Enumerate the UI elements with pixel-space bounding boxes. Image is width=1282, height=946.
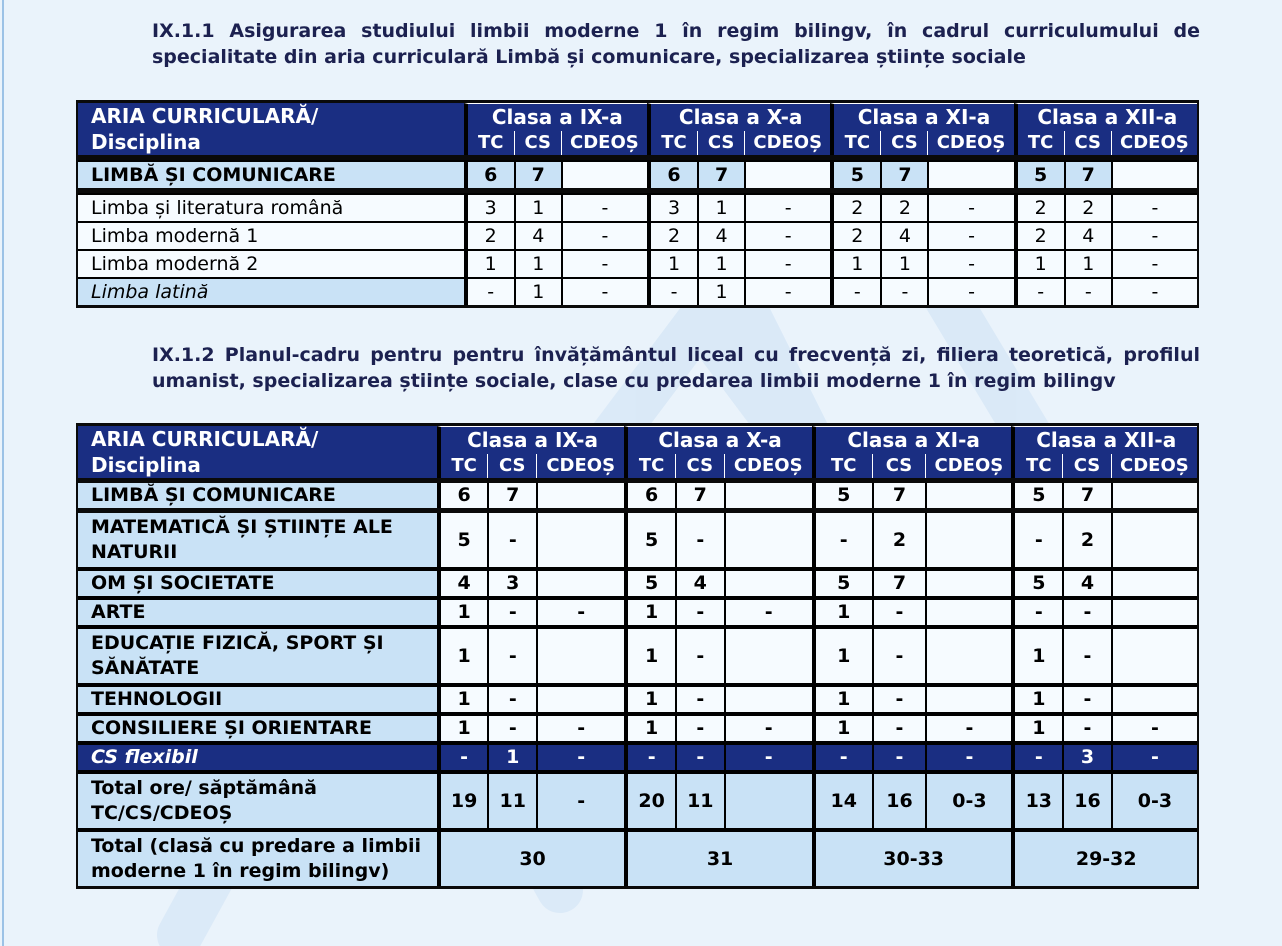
value-cell: 1: [697, 193, 744, 221]
value-cell: 7: [880, 160, 927, 188]
total-value: 29-32: [1011, 828, 1197, 886]
value-cell: -: [675, 513, 724, 567]
row-label: Limba modernă 2: [78, 249, 464, 277]
value-cell: [724, 567, 812, 596]
total-value: 30-33: [812, 828, 1012, 886]
value-cell: 14: [812, 770, 872, 828]
value-cell: -: [724, 596, 812, 625]
value-cell: -: [1111, 221, 1197, 249]
value-cell: 5: [812, 567, 872, 596]
value-cell: -: [675, 712, 724, 741]
row-label: [78, 513, 437, 567]
value-cell: -: [880, 277, 927, 305]
value-cell: -: [487, 625, 536, 683]
row-label: [78, 770, 437, 828]
value-cell: [927, 160, 1013, 188]
subcolumn-header: CS: [1064, 131, 1111, 155]
row-label-line2: TC/CS/CDEOȘ: [91, 802, 233, 824]
value-cell: [724, 683, 812, 712]
subcolumn-header: CS: [880, 131, 927, 155]
value-cell: -: [872, 712, 926, 741]
value-cell: 1: [880, 249, 927, 277]
value-cell: -: [561, 249, 647, 277]
value-cell: 2: [1064, 193, 1111, 221]
value-cell: 1: [1014, 249, 1064, 277]
table-row: [78, 567, 1197, 596]
row-label: [78, 712, 437, 741]
value-cell: -: [1064, 277, 1111, 305]
value-cell: [561, 160, 647, 188]
value-cell: [744, 160, 830, 188]
table-row: [78, 741, 1197, 770]
value-cell: 2: [1014, 221, 1064, 249]
value-cell: 7: [872, 567, 926, 596]
value-cell: 1: [697, 249, 744, 277]
value-cell: -: [675, 683, 724, 712]
value-cell: 2: [464, 221, 514, 249]
value-cell: -: [437, 741, 488, 770]
subcolumn-header: CS: [514, 131, 561, 155]
area-header: [78, 426, 437, 478]
value-cell: -: [872, 683, 926, 712]
value-cell: 7: [487, 483, 536, 508]
section-2-heading: IX.1.2 Planul-cadru pentru pentru învățământul liceal cu frecvență zi, filiera teoretică, profilul umanist, specializarea științe sociale, clase cu predarea limbii moderne 1 în regim bilingv: [152, 344, 1200, 392]
value-cell: 3: [647, 193, 697, 221]
table-row: [78, 683, 1197, 712]
value-cell: [1111, 683, 1197, 712]
value-cell: 7: [872, 483, 926, 508]
value-cell: 7: [1064, 160, 1111, 188]
value-cell: 1: [624, 712, 675, 741]
value-cell: [536, 625, 624, 683]
row-label-text: TEHNOLOGII: [91, 688, 223, 710]
row-label-text: ARTE: [91, 601, 146, 623]
value-cell: 2: [1062, 513, 1111, 567]
value-cell: 1: [514, 193, 561, 221]
value-cell: 1: [697, 277, 744, 305]
area-header-line1: ARIA CURRICULARĂ/: [91, 104, 319, 128]
value-cell: -: [647, 277, 697, 305]
value-cell: -: [487, 683, 536, 712]
value-cell: 0-3: [925, 770, 1011, 828]
value-cell: 1: [812, 625, 872, 683]
value-cell: -: [1011, 513, 1062, 567]
value-cell: -: [561, 221, 647, 249]
value-cell: 11: [675, 770, 724, 828]
value-cell: [925, 567, 1011, 596]
value-cell: 1: [812, 712, 872, 741]
value-cell: -: [536, 741, 624, 770]
area-header: [78, 103, 464, 155]
row-label-text: CONSILIERE ȘI ORIENTARE: [91, 717, 373, 739]
table-row: [78, 193, 1197, 221]
row-label: [78, 483, 437, 508]
value-cell: -: [1011, 741, 1062, 770]
table-row: [78, 712, 1197, 741]
value-cell: -: [561, 277, 647, 305]
value-cell: 1: [437, 625, 488, 683]
value-cell: 1: [830, 249, 880, 277]
value-cell: 1: [437, 712, 488, 741]
value-cell: 1: [1011, 683, 1062, 712]
subcolumn-header: CDEOȘ: [536, 454, 624, 478]
row-label-line2: NATURII: [91, 541, 178, 563]
class-header: Clasa a IX-a: [437, 426, 625, 454]
value-cell: 5: [1011, 483, 1062, 508]
value-cell: 1: [437, 683, 488, 712]
value-cell: 1: [514, 277, 561, 305]
value-cell: 4: [1062, 567, 1111, 596]
value-cell: [925, 683, 1011, 712]
value-cell: [536, 513, 624, 567]
value-cell: -: [675, 596, 724, 625]
value-cell: 1: [812, 596, 872, 625]
value-cell: 2: [872, 513, 926, 567]
value-cell: -: [1111, 249, 1197, 277]
value-cell: -: [1111, 712, 1197, 741]
value-cell: -: [561, 193, 647, 221]
subcolumn-header: CDEOȘ: [561, 131, 647, 155]
value-cell: [1111, 625, 1197, 683]
area-header-line1: ARIA CURRICULARĂ/: [91, 427, 319, 451]
value-cell: -: [1062, 596, 1111, 625]
class-header: Clasa a XI-a: [830, 103, 1013, 131]
value-cell: [536, 683, 624, 712]
area-header-line2: Disciplina: [91, 130, 201, 154]
value-cell: -: [1062, 625, 1111, 683]
value-cell: -: [925, 741, 1011, 770]
area-header-line2: Disciplina: [91, 453, 201, 477]
value-cell: [536, 483, 624, 508]
value-cell: 2: [830, 193, 880, 221]
value-cell: 1: [812, 683, 872, 712]
table-framework-plan: [76, 423, 1199, 889]
subcolumn-header: CDEOȘ: [927, 131, 1013, 155]
value-cell: 4: [1064, 221, 1111, 249]
value-cell: -: [872, 596, 926, 625]
subcolumn-header: CS: [697, 131, 744, 155]
value-cell: 7: [697, 160, 744, 188]
value-cell: 13: [1011, 770, 1062, 828]
subcolumn-header: TC: [1011, 454, 1062, 478]
value-cell: 5: [1014, 160, 1064, 188]
row-label: [78, 567, 437, 596]
value-cell: -: [487, 513, 536, 567]
table-row: [78, 277, 1197, 305]
subcolumn-header: TC: [1014, 131, 1064, 155]
value-cell: [1111, 513, 1197, 567]
value-cell: -: [1062, 712, 1111, 741]
total-value: 31: [624, 828, 812, 886]
subcolumn-header: TC: [624, 454, 675, 478]
row-label-text: OM ȘI SOCIETATE: [91, 572, 275, 594]
table-row: [78, 221, 1197, 249]
value-cell: [724, 513, 812, 567]
value-cell: 4: [514, 221, 561, 249]
value-cell: -: [724, 741, 812, 770]
value-cell: 5: [624, 513, 675, 567]
value-cell: 1: [1011, 625, 1062, 683]
value-cell: [1111, 160, 1197, 188]
subcolumn-header: TC: [830, 131, 880, 155]
value-cell: 1: [647, 249, 697, 277]
value-cell: 16: [872, 770, 926, 828]
value-cell: -: [812, 513, 872, 567]
row-label: [78, 596, 437, 625]
value-cell: -: [675, 741, 724, 770]
value-cell: 1: [487, 741, 536, 770]
subcolumn-header: TC: [812, 454, 872, 478]
value-cell: 2: [647, 221, 697, 249]
value-cell: [724, 625, 812, 683]
value-cell: 1: [624, 625, 675, 683]
value-cell: -: [724, 712, 812, 741]
row-label-text: Limba latină: [91, 281, 209, 303]
value-cell: -: [675, 625, 724, 683]
subcolumn-header: TC: [437, 454, 488, 478]
value-cell: 4: [697, 221, 744, 249]
value-cell: -: [927, 221, 1013, 249]
value-cell: [724, 483, 812, 508]
value-cell: 5: [812, 483, 872, 508]
value-cell: -: [1011, 596, 1062, 625]
value-cell: [925, 596, 1011, 625]
row-label: [78, 625, 437, 683]
value-cell: 4: [437, 567, 488, 596]
value-cell: 6: [647, 160, 697, 188]
class-header: Clasa a IX-a: [464, 103, 647, 131]
value-cell: 5: [1011, 567, 1062, 596]
table-row: [78, 625, 1197, 683]
value-cell: -: [872, 625, 926, 683]
subcolumn-header: CDEOȘ: [1111, 454, 1197, 478]
value-cell: 1: [437, 596, 488, 625]
value-cell: -: [624, 741, 675, 770]
subcolumn-header: TC: [647, 131, 697, 155]
total-label-rest: moderne 1 în regim bilingv): [91, 860, 390, 882]
row-label-line1: MATEMATICĂ ȘI ȘTIINȚE ALE: [91, 516, 393, 538]
row-label: LIMBĂ ȘI COMUNICARE: [78, 160, 464, 188]
row-label-line2: SĂNĂTATE: [91, 657, 200, 679]
value-cell: [1111, 567, 1197, 596]
value-cell: 11: [487, 770, 536, 828]
row-label: [78, 683, 437, 712]
page-left-border: [2, 0, 4, 946]
value-cell: -: [925, 712, 1011, 741]
value-cell: 3: [1062, 741, 1111, 770]
row-label: [78, 277, 464, 305]
value-cell: 6: [437, 483, 488, 508]
value-cell: -: [536, 596, 624, 625]
class-header: Clasa a XI-a: [812, 426, 1012, 454]
value-cell: 1: [464, 249, 514, 277]
value-cell: -: [1111, 741, 1197, 770]
subcolumn-header: CS: [1062, 454, 1111, 478]
value-cell: -: [744, 221, 830, 249]
table-row: [78, 770, 1197, 828]
value-cell: -: [812, 741, 872, 770]
value-cell: [925, 625, 1011, 683]
value-cell: 2: [1014, 193, 1064, 221]
value-cell: -: [536, 770, 624, 828]
value-cell: 1: [624, 683, 675, 712]
row-label: Limba modernă 1: [78, 221, 464, 249]
value-cell: -: [1111, 277, 1197, 305]
value-cell: -: [927, 249, 1013, 277]
value-cell: 4: [880, 221, 927, 249]
value-cell: 7: [514, 160, 561, 188]
value-cell: 19: [437, 770, 488, 828]
subcolumn-header: TC: [464, 131, 514, 155]
table-row: [78, 160, 1197, 188]
row-label: [78, 741, 437, 770]
value-cell: 5: [437, 513, 488, 567]
value-cell: 5: [624, 567, 675, 596]
value-cell: 1: [1064, 249, 1111, 277]
value-cell: 6: [624, 483, 675, 508]
value-cell: [1111, 483, 1197, 508]
subcolumn-header: CDEOȘ: [925, 454, 1011, 478]
value-cell: 7: [675, 483, 724, 508]
total-row: [78, 828, 1197, 886]
value-cell: 1: [1011, 712, 1062, 741]
value-cell: -: [1014, 277, 1064, 305]
class-header: Clasa a XII-a: [1011, 426, 1197, 454]
value-cell: -: [872, 741, 926, 770]
total-label: [78, 828, 437, 886]
value-cell: -: [487, 712, 536, 741]
total-label-rest: (clasă cu predare a limbii: [142, 835, 422, 857]
value-cell: -: [1111, 193, 1197, 221]
value-cell: -: [927, 193, 1013, 221]
table-row: [78, 483, 1197, 508]
value-cell: 1: [624, 596, 675, 625]
value-cell: -: [487, 596, 536, 625]
value-cell: [724, 770, 812, 828]
value-cell: -: [1062, 683, 1111, 712]
value-cell: -: [927, 277, 1013, 305]
value-cell: 2: [880, 193, 927, 221]
subcolumn-header: CS: [487, 454, 536, 478]
row-label: Limba și literatura română: [78, 193, 464, 221]
value-cell: [536, 567, 624, 596]
subcolumn-header: CS: [675, 454, 724, 478]
total-value: 30: [437, 828, 625, 886]
total-label-bold: Total: [91, 835, 143, 857]
value-cell: 1: [514, 249, 561, 277]
value-cell: -: [744, 277, 830, 305]
value-cell: 3: [487, 567, 536, 596]
row-label-line1: Total ore/ săptămână: [91, 777, 317, 799]
value-cell: 2: [830, 221, 880, 249]
subcolumn-header: CDEOȘ: [744, 131, 830, 155]
row-label-text: CS flexibil: [91, 746, 198, 768]
table-bilingual-language: [76, 100, 1199, 308]
value-cell: -: [830, 277, 880, 305]
value-cell: -: [744, 193, 830, 221]
row-label-line1: EDUCAȚIE FIZICĂ, SPORT ȘI: [91, 632, 384, 654]
subcolumn-header: CDEOȘ: [724, 454, 812, 478]
value-cell: 7: [1062, 483, 1111, 508]
subcolumn-header: CS: [872, 454, 926, 478]
row-label-text: LIMBĂ ȘI COMUNICARE: [91, 484, 336, 506]
value-cell: 3: [464, 193, 514, 221]
value-cell: [925, 513, 1011, 567]
value-cell: -: [536, 712, 624, 741]
value-cell: -: [744, 249, 830, 277]
class-header: Clasa a X-a: [647, 103, 830, 131]
table-row: [78, 249, 1197, 277]
table-row: [78, 513, 1197, 567]
value-cell: -: [464, 277, 514, 305]
value-cell: 5: [830, 160, 880, 188]
value-cell: [1111, 596, 1197, 625]
value-cell: 16: [1062, 770, 1111, 828]
table-row: [78, 596, 1197, 625]
value-cell: 4: [675, 567, 724, 596]
value-cell: 20: [624, 770, 675, 828]
class-header: Clasa a X-a: [624, 426, 812, 454]
subcolumn-header: CDEOȘ: [1111, 131, 1197, 155]
value-cell: 6: [464, 160, 514, 188]
class-header: Clasa a XII-a: [1014, 103, 1197, 131]
value-cell: [925, 483, 1011, 508]
section-1-heading: IX.1.1 Asigurarea studiului limbii moderne 1 în regim bilingv, în cadrul curriculumului de specialitate din aria curriculară Limbă și comunicare, specializarea științe sociale: [152, 20, 1200, 68]
value-cell: 0-3: [1111, 770, 1197, 828]
